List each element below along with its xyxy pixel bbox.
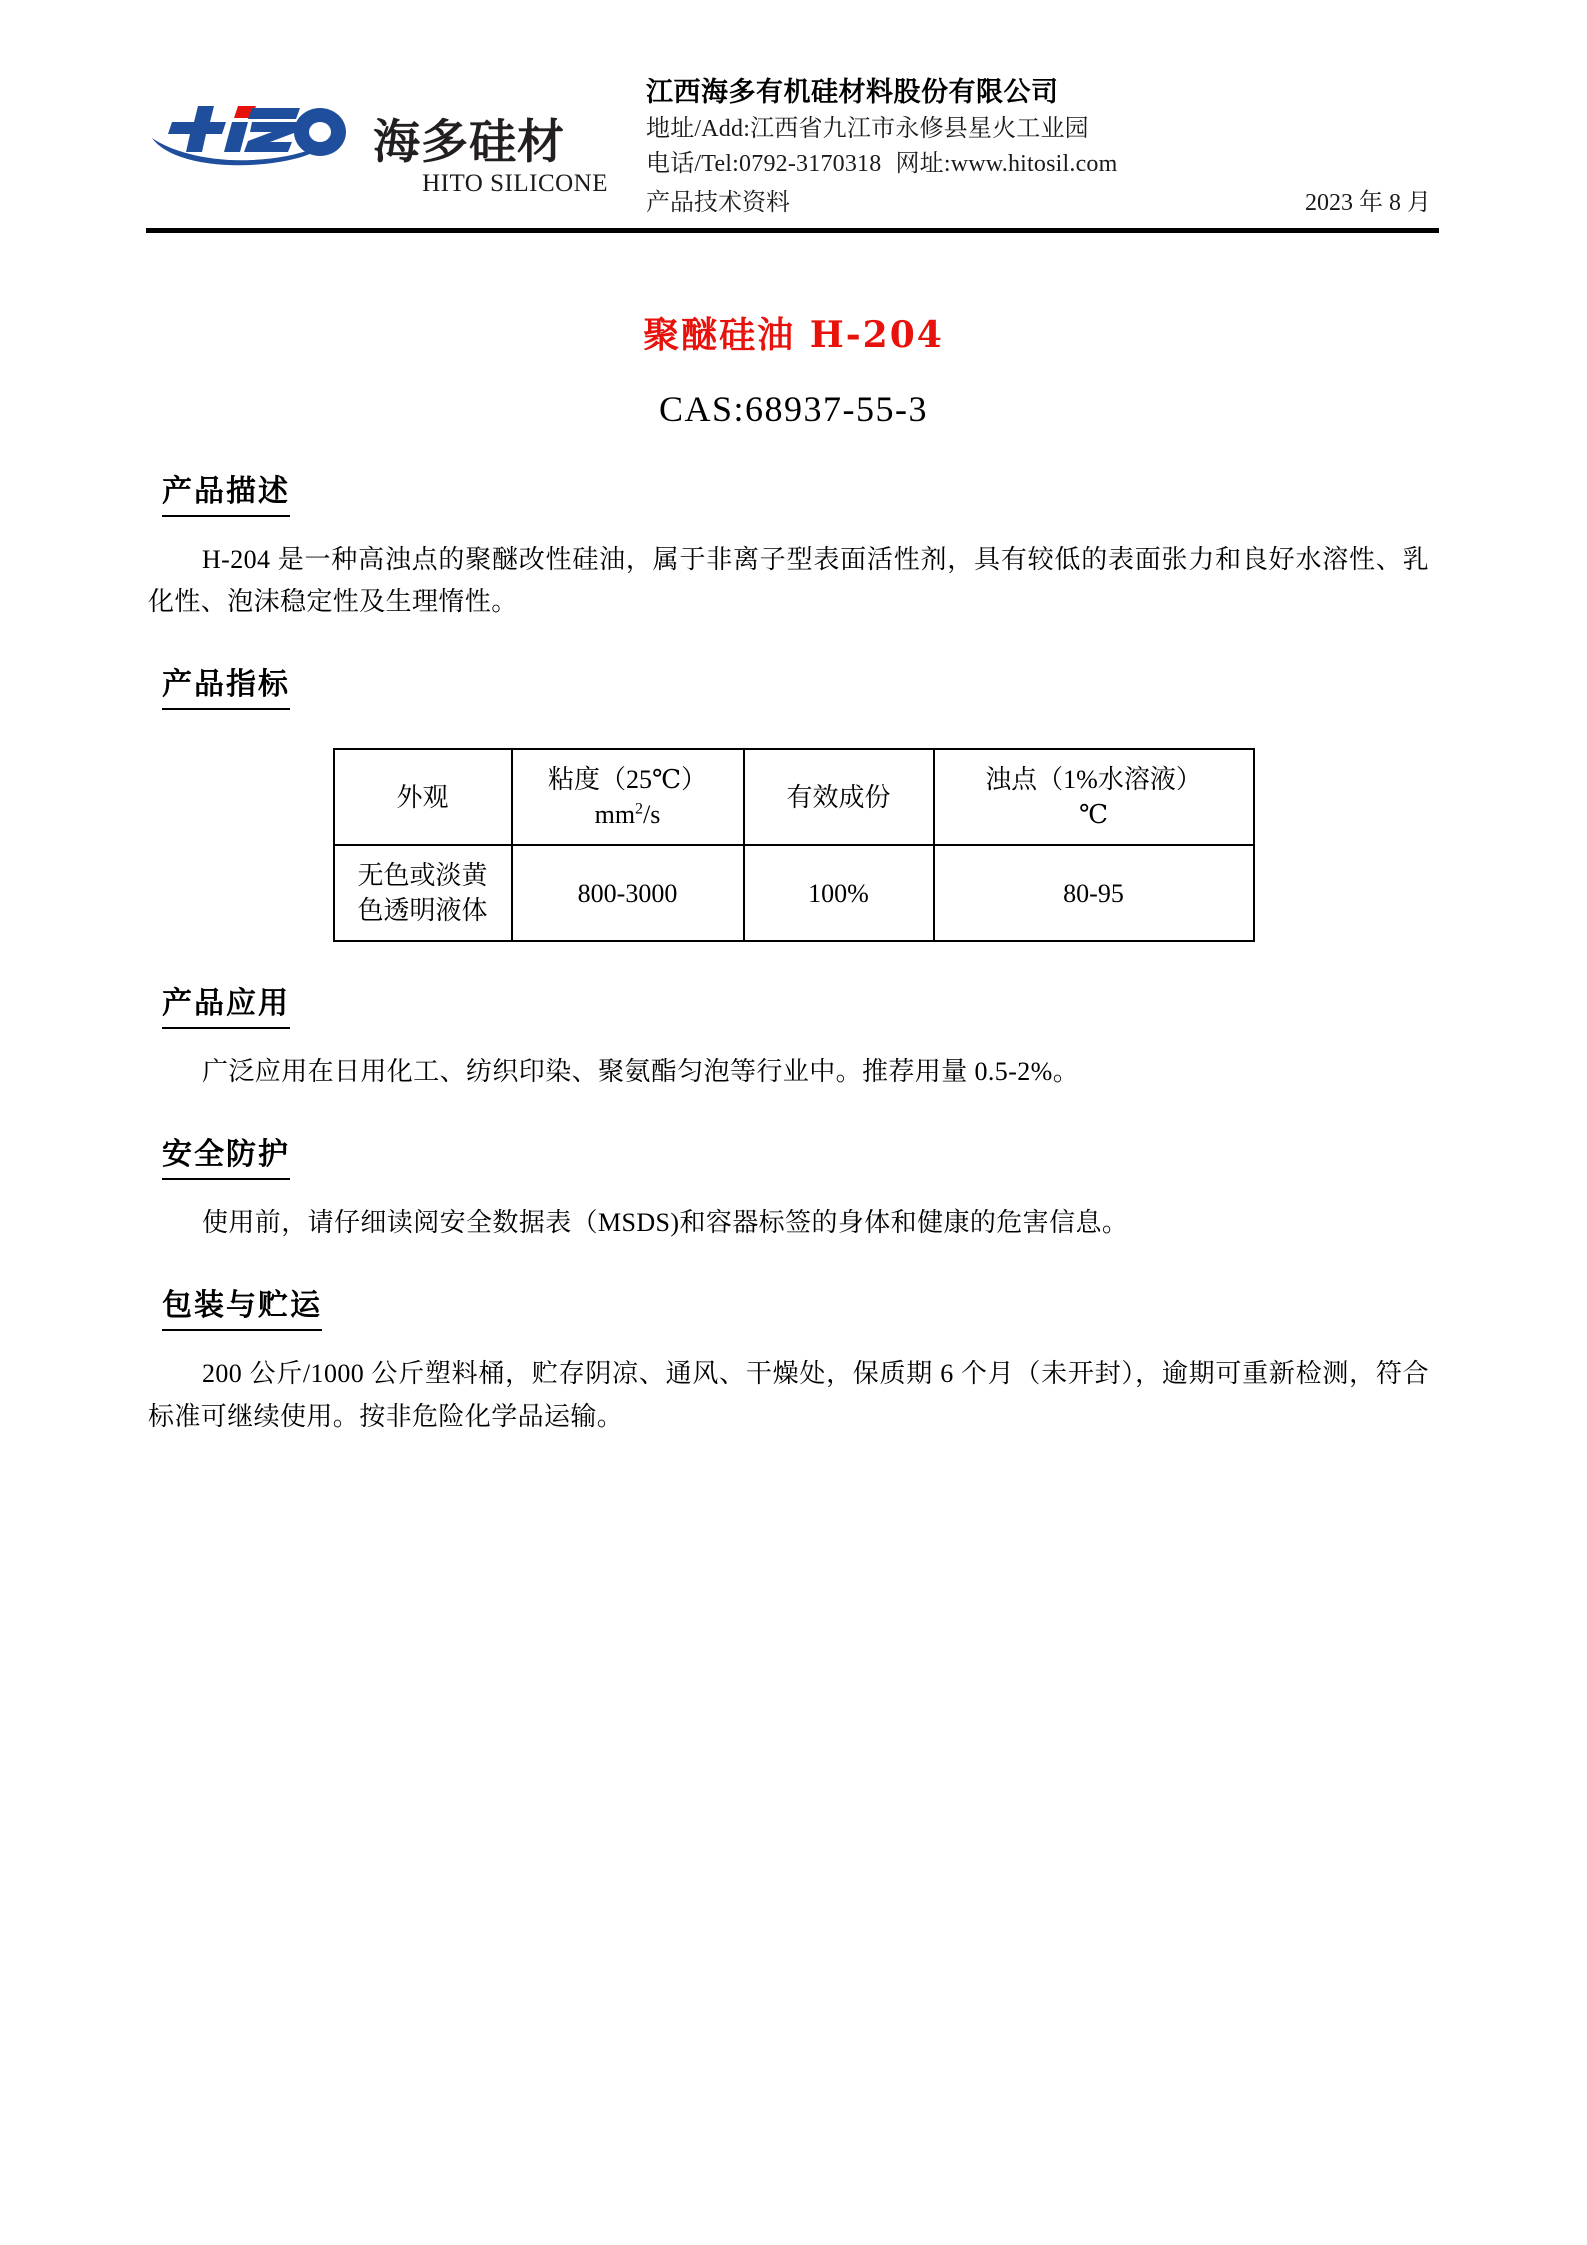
section-heading-product-description: 产品描述 [162, 466, 290, 517]
tel-value: 0792-3170318 [739, 151, 882, 178]
section-product-specifications [148, 659, 1439, 942]
header-divider [146, 228, 1439, 233]
section-body-safety-protection: 使用前，请仔细读阅安全数据表（MSDS)和容器标签的身体和健康的危害信息。 [202, 1208, 1129, 1238]
page-title: 聚醚硅油 H-204 [643, 314, 944, 356]
hito-logo-icon [148, 92, 363, 168]
spec-table-wrapper [148, 748, 1439, 942]
cell-cloud-point: 80-95 [934, 845, 1254, 941]
section-heading-safety-protection: 安全防护 [162, 1129, 290, 1180]
header-active-content: 有效成份 [744, 749, 934, 845]
web-label: 网址: [895, 151, 951, 178]
section-product-description [148, 466, 1439, 623]
cell-viscosity: 800-3000 [512, 845, 744, 941]
logo-row [148, 92, 565, 168]
table-row [334, 845, 1254, 941]
header-viscosity-line1: 粘度（25℃） [547, 765, 708, 795]
viscosity-unit-suffix: /s [643, 800, 661, 830]
section-body-product-description: H-204 是一种高浊点的聚醚改性硅油，属于非离子型表面活性剂，具有较低的表面张力和良好水溶性、乳化性、泡沫稳定性及生理惰性。 [148, 545, 1429, 617]
section-heading-packaging-storage: 包装与贮运 [162, 1280, 322, 1331]
spec-table [333, 748, 1255, 942]
doc-meta-row [646, 182, 1439, 217]
web-value: www.hitosil.com [950, 151, 1118, 178]
address-label: 地址/Add: [646, 116, 751, 143]
section-heading-product-application: 产品应用 [162, 978, 290, 1029]
doc-date: 2023 年 8 月 [1305, 189, 1431, 216]
header-appearance: 外观 [334, 749, 512, 845]
doc-type: 产品技术资料 [646, 189, 790, 216]
header-viscosity [512, 749, 744, 845]
section-heading-product-specifications: 产品指标 [162, 659, 290, 710]
company-logo [148, 62, 608, 198]
section-body-packaging-storage: 200 公斤/1000 公斤塑料桶，贮存阴凉、通风、干燥处，保质期 6 个月（未开封），逾期可重新检测，符合标准可继续使用。按非危险化学品运输。 [148, 1359, 1429, 1431]
viscosity-unit-exponent: 2 [635, 800, 644, 818]
cell-appearance-line2: 色透明液体 [357, 896, 488, 926]
address-value: 江西省九江市永修县星火工业园 [750, 116, 1089, 143]
header-cloud-point-line2: ℃ [1078, 800, 1109, 830]
table-header-row [334, 749, 1254, 845]
company-contact [646, 147, 1439, 182]
cas-number: CAS:68937-55-3 [658, 389, 928, 429]
section-product-application [148, 978, 1439, 1093]
tel-label: 电话/Tel: [646, 151, 740, 178]
section-body-product-application: 广泛应用在日用化工、纺织印染、聚氨酯匀泡等行业中。推荐用量 0.5-2%。 [202, 1057, 1080, 1087]
header-viscosity-line2 [517, 797, 739, 832]
company-address [646, 112, 1439, 147]
letterhead [148, 0, 1439, 222]
header-cloud-point [934, 749, 1254, 845]
company-name: 江西海多有机硅材料股份有限公司 [646, 77, 1059, 108]
logo-subtitle: HITO SILICONE [422, 170, 608, 197]
cell-appearance [334, 845, 512, 941]
company-info [608, 62, 1439, 217]
header-cloud-point-line1: 浊点（1%水溶液） [985, 765, 1202, 795]
logo-chinese-name: 海多硅材 [373, 115, 565, 170]
cell-active-content: 100% [744, 845, 934, 941]
viscosity-unit-prefix: mm [594, 800, 636, 830]
section-safety-protection [148, 1129, 1439, 1244]
section-packaging-storage [148, 1280, 1439, 1437]
cell-appearance-line1: 无色或淡黄 [357, 861, 488, 891]
